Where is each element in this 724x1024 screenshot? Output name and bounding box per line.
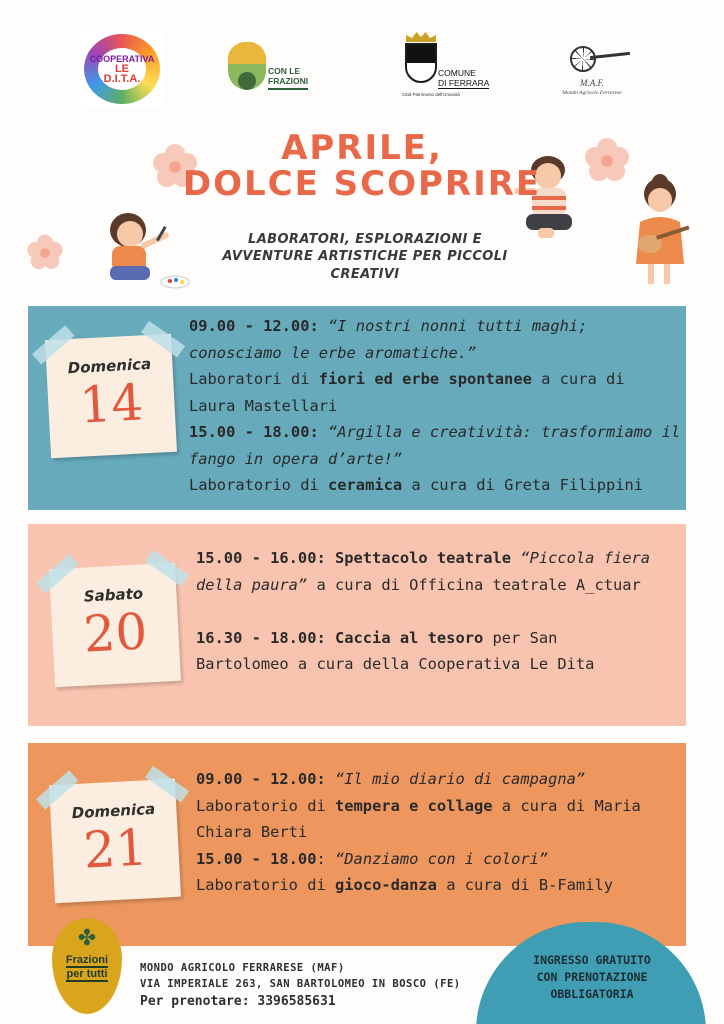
frazioni-per-tutti-badge [52, 918, 122, 1014]
coat-of-arms-icon [405, 43, 437, 83]
event-list-21 [196, 766, 641, 899]
date-note-20 [49, 563, 181, 687]
con-le-frazioni-logo [226, 38, 312, 96]
date-note-21 [49, 779, 181, 903]
organizer-name: MONDO AGRICOLO FERRARESE (MAF) [140, 962, 345, 974]
frazioni-logo-text: CON LE FRAZIONI [268, 66, 308, 90]
event-line: Laboratorio di gioco-danza a cura di B-Family [196, 876, 613, 894]
flower-icon [23, 231, 66, 274]
landscape-icon [228, 42, 266, 90]
poster-title-line-2: DOLCE SCOPRIRE [182, 164, 542, 204]
poster-subtitle-line-2: AVVENTURE ARTISTICHE PER PICCOLI CREATIVI [222, 249, 508, 282]
poster-subtitle-line-1: LABORATORI, ESPLORAZIONI E [248, 232, 482, 247]
event-line: della paura” a cura di Officina teatrale A_ctuar [196, 575, 641, 594]
event-line: Chiara Berti [196, 823, 308, 841]
event-line: conosciamo le erbe aromatiche.” [189, 343, 477, 362]
booking-phone: Per prenotare: 3396585631 [140, 994, 336, 1009]
ferrara-logo-text: COMUNE DI FERRARA [438, 68, 490, 88]
dita-logo-text: COOPERATIVA LE D.I.T.A. [89, 54, 155, 85]
date-note-14 [45, 334, 177, 458]
event-line: 09.00 - 12.00: “Il mio diario di campagna” [196, 770, 586, 788]
event-line: 09.00 - 12.00: “I nostri nonni tutti maghi; [189, 317, 588, 335]
cooperativa-le-dita-logo [80, 30, 164, 108]
day-name: Domenica [67, 354, 152, 378]
free-entry-text: INGRESSO GRATUITO CON PRENOTAZIONE OBBLIGATORIA [533, 953, 651, 1001]
event-line: fango in opera d’arte!” [189, 449, 403, 468]
event-list-14 [189, 313, 680, 499]
badge-text: Frazioni per tutti [65, 954, 109, 980]
event-line: 15.00 - 18.00: “Argilla e creatività: trasformiamo il [189, 423, 681, 441]
crown-icon [406, 32, 436, 42]
event-line: Laura Mastellari [189, 396, 338, 415]
event-list-20 [196, 545, 650, 678]
event-line: Laboratori di fiori ed erbe spontanee a cura di [189, 370, 625, 388]
comune-di-ferrara-logo [400, 30, 500, 110]
day-number: 21 [82, 818, 149, 880]
organizer-address: VIA IMPERIALE 263, SAN BARTOLOMEO IN BOSCO (FE) [140, 978, 461, 990]
guitar-child-illustration [626, 172, 696, 290]
day-name: Domenica [71, 799, 156, 823]
event-line: Bartolomeo a cura della Cooperativa Le Dita [196, 655, 595, 673]
event-line: Laboratorio di tempera e collage a cura di Maria [196, 796, 641, 815]
day-number: 14 [78, 373, 145, 435]
maf-logo-subtitle: Mondo Agricolo Ferrarese [562, 90, 622, 96]
clover-icon: ✤ [77, 926, 97, 951]
day-number: 20 [82, 602, 149, 664]
ferrara-logo-subtitle: Città Patrimonio dell'Umanità [402, 92, 460, 97]
event-line: 15.00 - 16.00: Spettacolo teatrale “Piccola fiera [196, 549, 651, 567]
event-line: 16.30 - 18.00: Caccia al tesoro per San [196, 628, 558, 647]
maf-logo-title: M.A.F. [579, 78, 605, 88]
poster-title-line-1: APRILE, [281, 128, 443, 168]
event-line: Laboratorio di ceramica a cura di Greta Filippini [189, 476, 644, 494]
day-name: Sabato [83, 584, 144, 606]
maf-logo [552, 36, 632, 106]
painting-child-illustration [100, 204, 195, 294]
event-line: 15.00 - 18.00: “Danziamo con i colori” [196, 849, 549, 868]
cart-icon [560, 42, 620, 72]
event-line-spacer [196, 598, 650, 625]
